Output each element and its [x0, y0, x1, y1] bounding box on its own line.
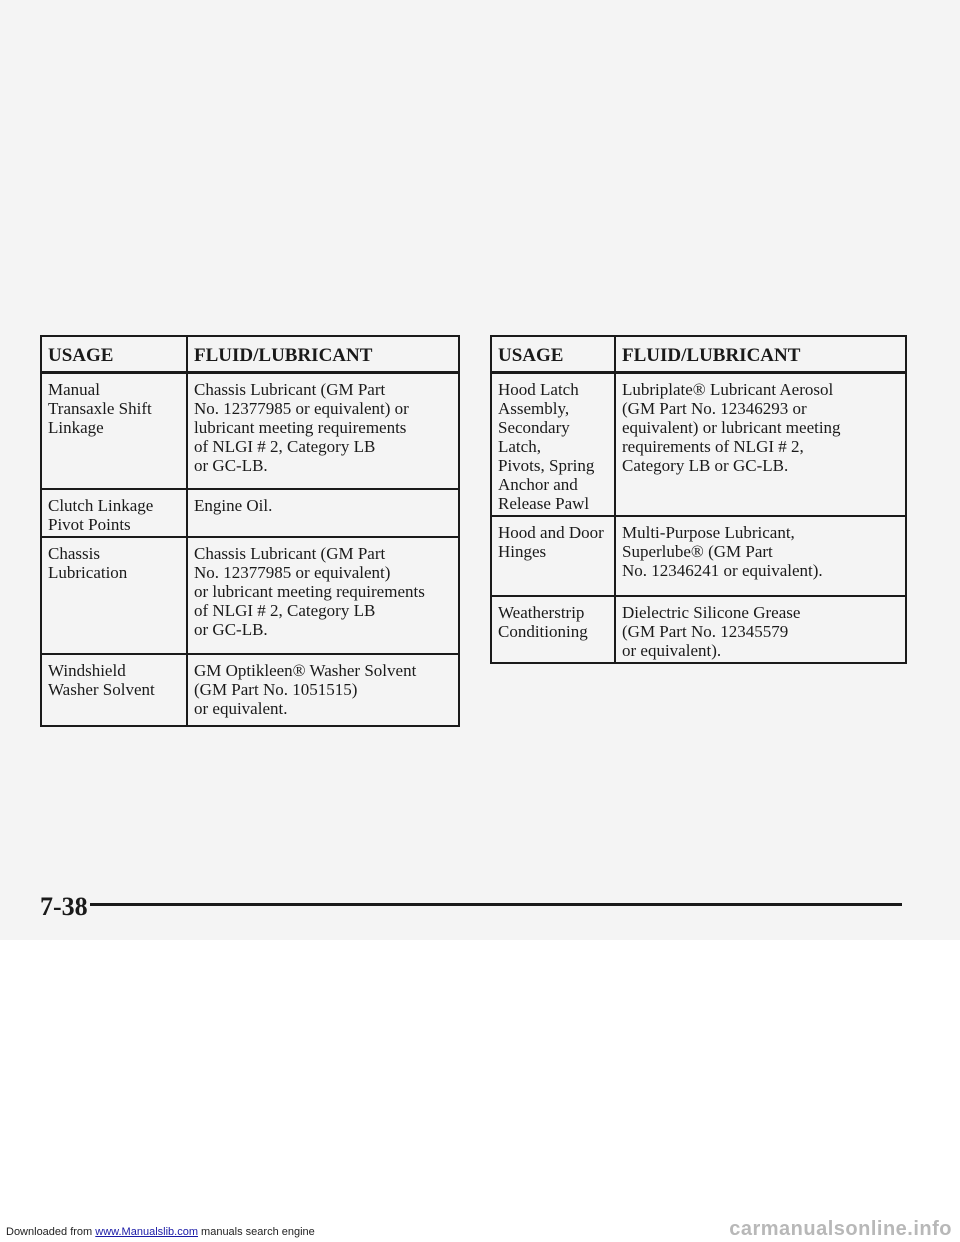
- table-row: [41, 373, 459, 490]
- lubricant-table-right: [490, 335, 907, 664]
- fluid-cell: Chassis Lubricant (GM Part No. 12377985 or equivalent) or lubricant meeting requirements of NLGI # 2, Category LB or GC-LB.: [187, 537, 459, 654]
- usage-header: USAGE: [41, 336, 187, 373]
- usage-cell: Clutch Linkage Pivot Points: [41, 489, 187, 537]
- table-row: [41, 537, 459, 654]
- table-row: [41, 489, 459, 537]
- usage-header: USAGE: [491, 336, 615, 373]
- manualslib-link[interactable]: www.Manualslib.com: [95, 1226, 198, 1238]
- fluid-cell: Engine Oil.: [187, 489, 459, 537]
- fluid-cell: Chassis Lubricant (GM Part No. 12377985 or equivalent) or lubricant meeting requirements of NLGI # 2, Category LB or GC-LB.: [187, 373, 459, 490]
- table-header-row: [491, 336, 906, 373]
- usage-cell: Hood Latch Assembly, Secondary Latch, Pivots, Spring Anchor and Release Pawl: [491, 373, 615, 517]
- table-row: [491, 596, 906, 663]
- usage-cell: Windshield Washer Solvent: [41, 654, 187, 726]
- usage-cell: Hood and Door Hinges: [491, 516, 615, 596]
- fluid-lubricant-header: FLUID/LUBRICANT: [615, 336, 906, 373]
- fluid-cell: Multi-Purpose Lubricant, Superlube® (GM Part No. 12346241 or equivalent).: [615, 516, 906, 596]
- usage-cell: Chassis Lubrication: [41, 537, 187, 654]
- footer-rule: [90, 903, 902, 906]
- table-row: [491, 516, 906, 596]
- fluid-cell: Lubriplate® Lubricant Aerosol (GM Part No. 12346293 or equivalent) or lubricant meeting requirements of NLGI # 2, Category LB or GC-LB.: [615, 373, 906, 517]
- lubricant-table-left: [40, 335, 460, 727]
- fluid-lubricant-header: FLUID/LUBRICANT: [187, 336, 459, 373]
- table-header-row: [41, 336, 459, 373]
- table-row: [41, 654, 459, 726]
- usage-cell: Weatherstrip Conditioning: [491, 596, 615, 663]
- table-row: [491, 373, 906, 517]
- download-banner-suffix: manuals search engine: [197, 1226, 315, 1238]
- download-banner: [6, 1226, 315, 1238]
- usage-cell: Manual Transaxle Shift Linkage: [41, 373, 187, 490]
- download-banner-prefix: Downloaded from: [6, 1226, 96, 1238]
- page-number: 7-38: [40, 892, 88, 921]
- fluid-cell: GM Optikleen® Washer Solvent (GM Part No. 1051515) or equivalent.: [187, 654, 459, 726]
- fluid-cell: Dielectric Silicone Grease (GM Part No. 12345579 or equivalent).: [615, 596, 906, 663]
- site-watermark: carmanualsonline.info: [729, 1218, 952, 1240]
